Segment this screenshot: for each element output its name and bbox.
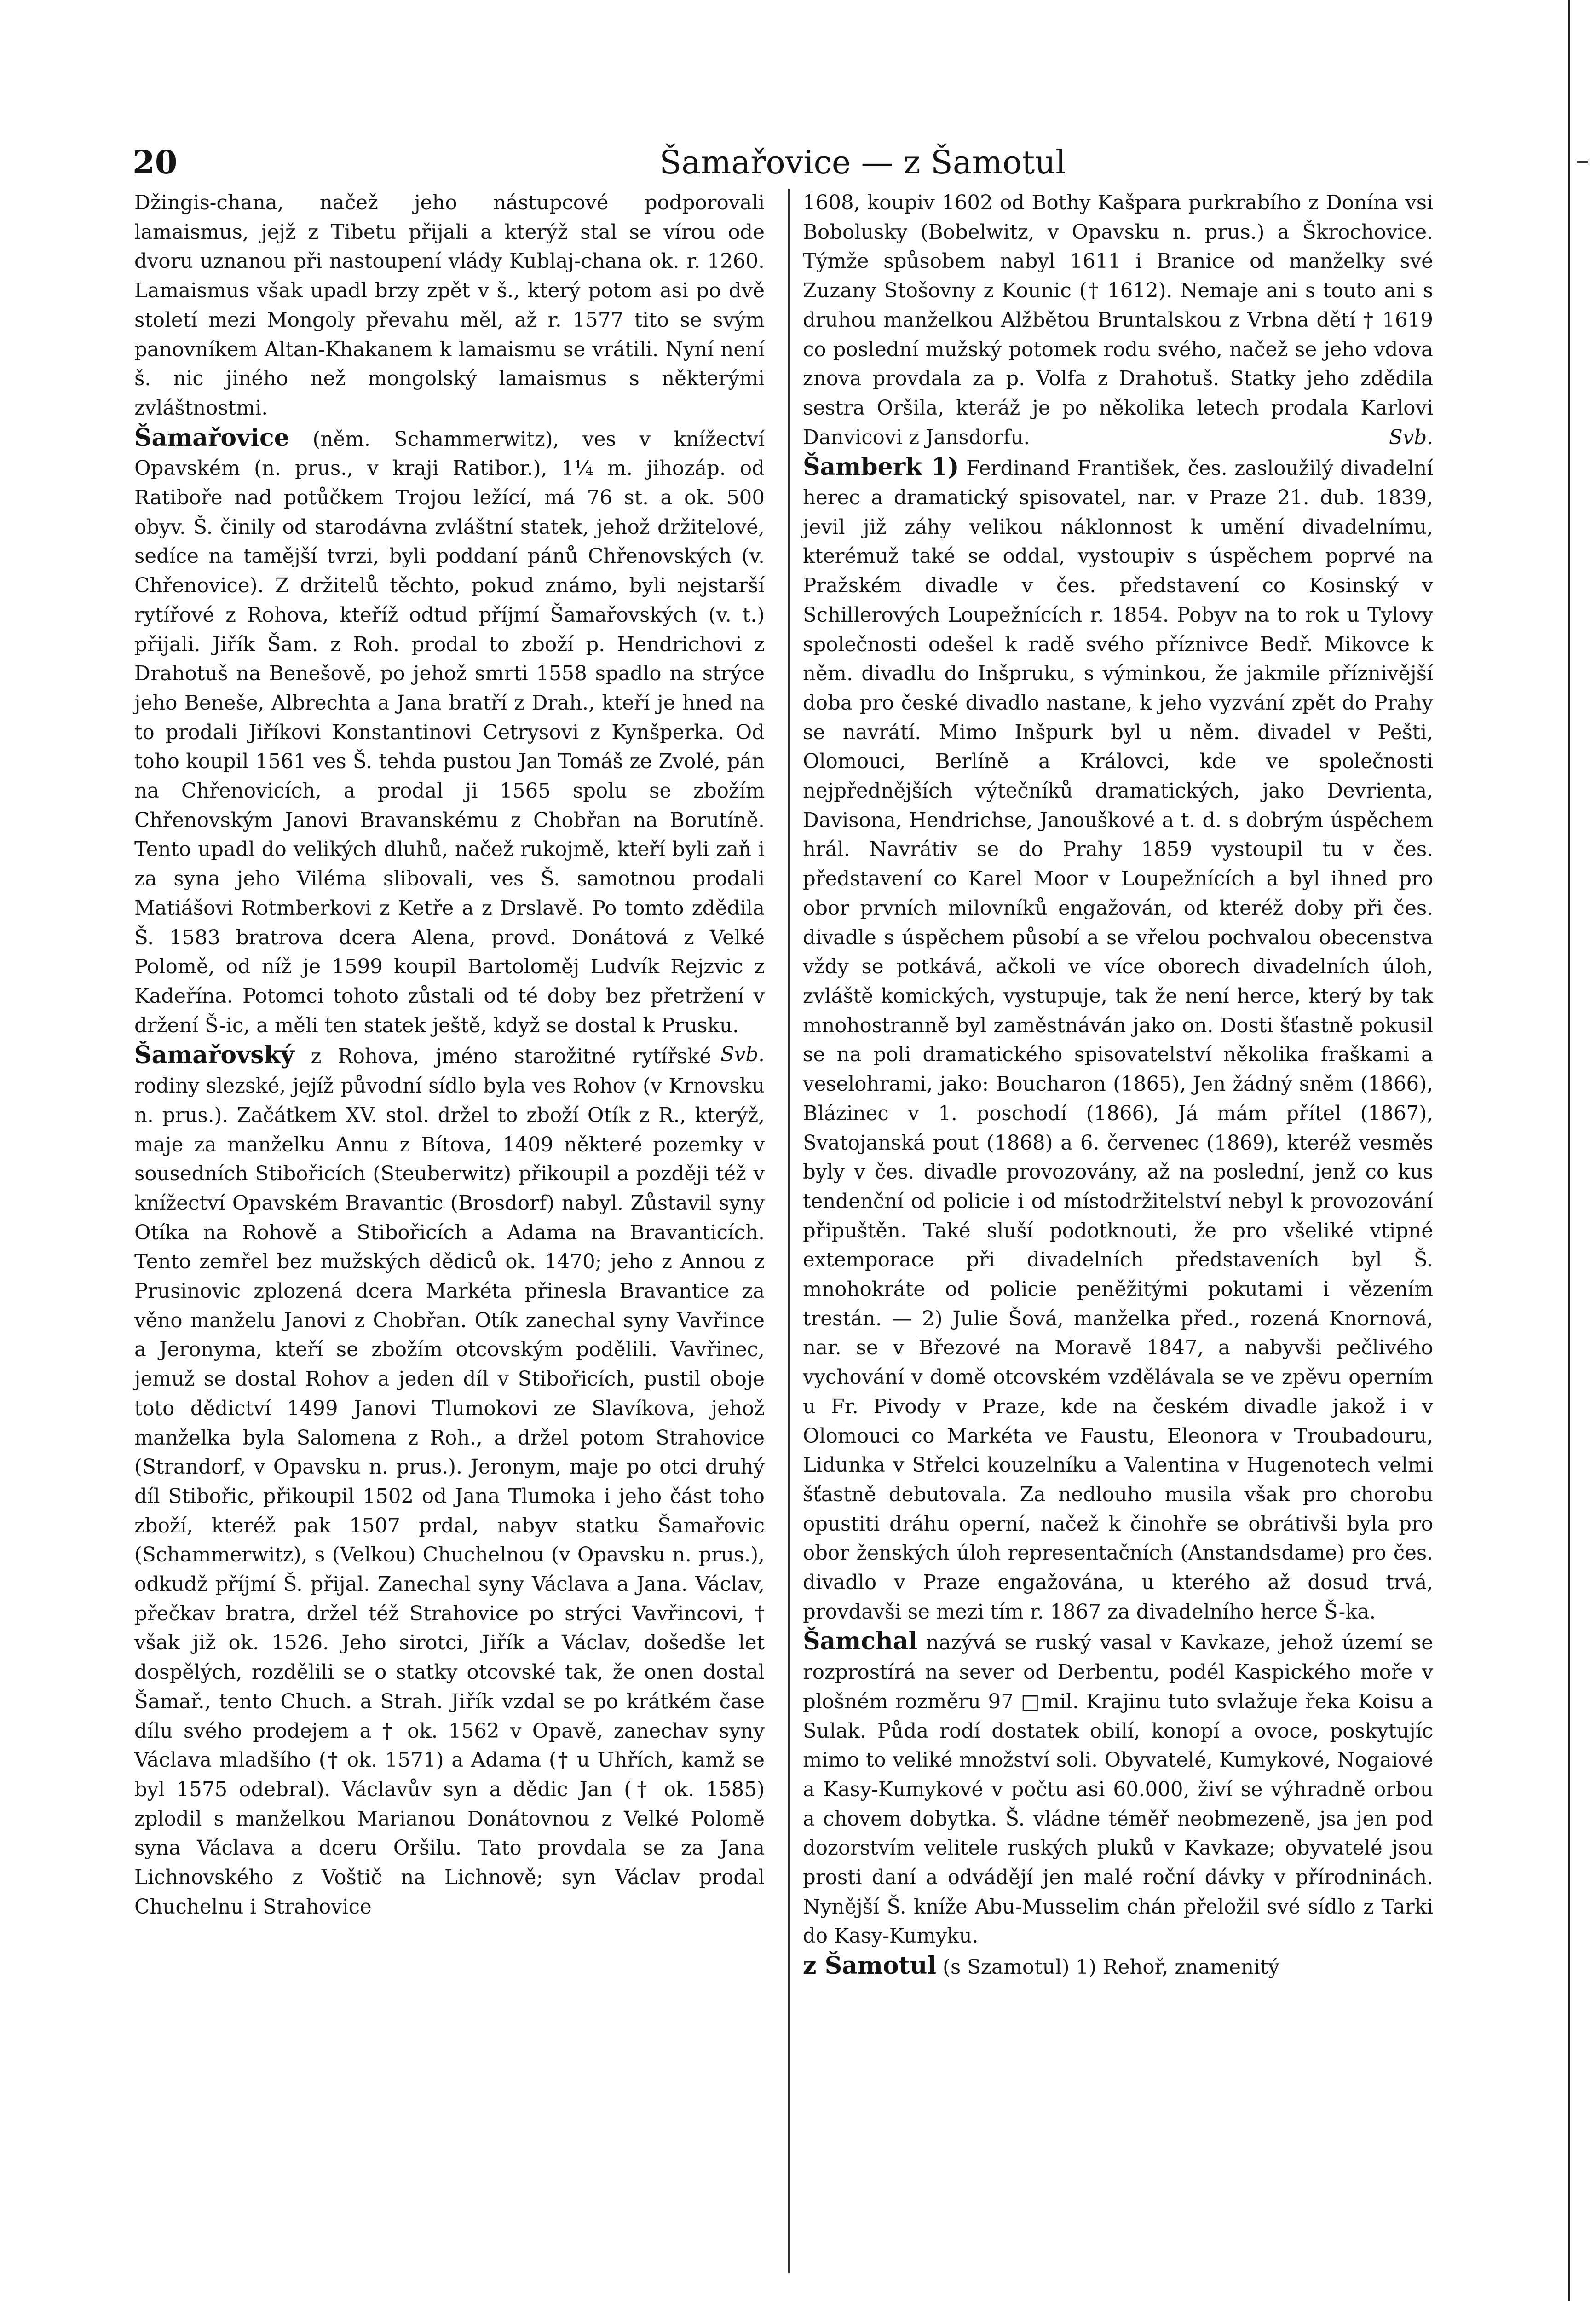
right-column — [803, 189, 1433, 1983]
entry-text: 1608, koupiv 1602 od Bothy Kašpara purkrabího z Donína vsi Bobolusky (Bobelwitz, v Opavsku n. prus.) a Škrochovice. Týmže spůsobem nabyl 1611 i Branice od manželky své Zuzany Stošovny z Kounic († 1612). Nemaje ani s touto ani s druhou manželkou Alžbětou Bruntalskou z Vrbna dětí † 1619 co poslední mužský potomek rodu svého, načež se jeho vdova znova provdala za p. Volfa z Drahotuš. Statky jeho zdědila sestra Oršila, kteráž je po několika letech prodala Karlovi Danvicovi z Jansdorfu. — [803, 191, 1433, 449]
edge-mark — [1577, 161, 1588, 172]
entry-headword: Šamařovice — [134, 423, 289, 452]
author-signature: Svb. — [1389, 426, 1433, 449]
entry-headword: Šamberk 1) — [803, 453, 959, 481]
page-number: 20 — [133, 143, 178, 181]
entry-samarovice — [134, 423, 765, 1067]
column-divider — [788, 189, 790, 2273]
entry-samberk — [803, 452, 1433, 1627]
entry-samarovsky — [134, 1041, 765, 1922]
entry-text: z Rohova, jméno starožitné rytířské rodiny slezské, jejíž původní sídlo byla ves Rohov (v Krnovsku n. prus.). Začátkem XV. stol. držel to zboží Otík z R., kterýž, maje za manželku Annu z Bítova, 1409 některé pozemky v sousedních Stibořicích (Steuberwitz) přikoupil a později též v knížectví Opavském Bravantic (Brosdorf) nabyl. Zůstavil syny Otíka na Rohově a Stibořicích a Adama na Bravanticích. Tento zemřel bez mužských dědiců ok. 1470; jeho z Annou z Prusinovic zplozená dcera Markéta přinesla Bravantice za věno manželu Janovi z Chobřan. Otík zanechal syny Vavřince a Jeronyma, kteří se zbožím otcovským podělili. Vavřinec, jemuž se dostal Rohov a jeden díl v Stibořicích, pustil oboje toto dědictví 1499 Janovi Tlumokovi ze Slavíkova, jehož manželka byla Salomena z Roh., a držel potom Strahovice (Strandorf, v Opavsku n. prus.). Jeronym, maje po otci druhý díl Stibořic, přikoupil 1502 od Jana Tlumoka i jeho část toho zboží, kteréž pak 1507 prdal, nabyv statku Šamařovic (Schammerwitz), s (Velkou) Chuchelnou (v Opavsku n. prus.), odkudž příjmí Š. přijal. Zanechal syny Václava a Jana. Václav, přečkav bratra, držel též Strahovice po strýci Vavřincovi, † však již ok. 1526. Jeho sirotci, Jiřík a Václav, došedše let dospělých, rozdělili se o statky otcovské tak, že onen dostal Šamař., tento Chuch. a Strah. Jiřík vzdal se po krátkém čase dílu svého prodejem a † ok. 1562 v Opavě, zanechav syny Václava mladšího († ok. 1571) a Adama († u Uhřích, kamž se byl 1575 odebral). Václavův syn a dědic Jan († ok. 1585) zplodil s manželkou Marianou Donátovnou z Velké Polomě syna Václava a dceru Oršilu. Tato provdala se za Jana Lichnovského z Voštič na Lichnově; syn Václav prodal Chuchelnu i Strahovice — [134, 1045, 765, 1919]
entry-text: (s Szamotul) 1) Rehoř, znamenitý — [943, 1956, 1280, 1979]
page-header — [129, 137, 1454, 188]
entry-continuation — [803, 189, 1433, 452]
entry-text: Ferdinand František, čes. zasloužilý divadelní herec a dramatický spisovatel, nar. v Praze 21. dub. 1839, jevil již záhy velikou náklonnost k umění divadelnímu, kterémuž také se oddal, vystoupiv s úspěchem poprvé na Pražském divadle v čes. představení co Kosinský v Schillerových Loupežnících r. 1854. Pobyv na to rok u Tylovy společnosti odešel k radě svého příznivce Bedř. Mikovce k něm. divadlu do Inšpruku, s výminkou, že jakmile příznivější doba pro české divadlo nastane, k jeho vyzvání zpět do Prahy se navrátí. Mimo Inšpurk byl u něm. divadel v Pešti, Olomouci, Berlíně a Královci, kde ve společnosti nejpřednějších výtečníků dramatických, jako Devrienta, Davisona, Hendrichse, Janouškové a t. d. s dobrým úspěchem hrál. Navrátiv se do Prahy 1859 vystoupil tu v čes. představení co Karel Moor v Loupežnících a byl ihned pro obor prvních milovníků engažován, od kteréž doby při čes. divadle s úspěchem působí a se vřelou pochvalou obecenstva vždy se potkává, ačkoli ve více oborech divadelních úloh, zvláště komických, vystupuje, tak že není herce, který by tak mnohostranně byl zaměstnáván jako on. Dosti šťastně pokusil se na poli dramatického spisovatelství několika fraškami a veselohrami, jako: Boucharon (1865), Jen žádný sněm (1866), Blázinec v 1. poschodí (1866), Já mám přítel (1867), Svatojanská pout (1868) a 6. červenec (1869), kteréž vesměs byly v čes. divadle provozovány, až na poslední, jenž co kus tendenční od policie i od místodržitelství nebyl k provozování připuštěn. Také sluší podotknouti, že pro všeliké vtipné extemporace při divadelních představeních byl Š. mnohokráte od policie peněžitými pokutami i vězením trestán. — 2) Julie Šová, manželka před., rozená Knornová, nar. se v Březové na Moravě 1847, a nabyvši pečlivého vychování v domě otcovském vzdělávala se ve zpěvu operním u Fr. Pivody v Praze, kde na českém divadle jakož i v Olomouci co Markéta ve Faustu, Eleonora v Troubadouru, Lidunka v Střelci kouzelníku a Valentina v Hugenotech velmi šťastně debutovala. Za nedlouho musila však pro chorobu opustiti dráhu operní, načež k činohře se obrátivši byla pro obor ženských úloh representačních (Anstandsdame) pro čes. divadlo v Praze engažována, u kterého až dosud trvá, provdavši se mezi tím r. 1867 za divadelního herce Š-ka. — [803, 457, 1434, 1624]
running-title: Šamařovice — z Šamotul — [659, 144, 1066, 181]
entry-text: Džingis-chana, načež jeho nástupcové podporovali lamaismus, jejž z Tibetu přijali a kterýž stal se vírou ode dvoru uznanou při nastoupení vlády Kublaj-chana ok. r. 1260. Lamaismus však upadl brzy zpět v š., který potom asi po dvě století mezi Mongoly převahu měl, až r. 1577 tito se svým panovníkem Altan-Khakanem k lamaismu se vrátili. Nyní není š. nic jiného než mongolský lamaismus s některými zvláštnostmi. — [134, 191, 765, 420]
entry-text: (něm. Schammerwitz), ves v knížectví Opavském (n. prus., v kraji Ratibor.), 1¼ m. jihozáp. od Ratiboře nad potůčkem Trojou ležící, má 76 st. a ok. 500 obyv. Š. činily od starodávna zvláštní statek, jehož držitelové, sedíce na tamější tvrzi, byli poddaní pánů Chřenovských (v. Chřenovice). Z držitelů těchto, pokud známo, byli nejstarší rytířové z Rohova, kteříž odtud příjmí Šamařovských (v. t.) přijali. Jiřík Šam. z Roh. prodal to zboží p. Hendrichovi z Drahotuš na Benešově, po jehož smrti 1558 spadlo na strýce jeho Beneše, Albrechta a Jana bratří z Drah., kteří je hned na to prodali Jiříkovi Konstantinovi Cetrysovi z Kynšperka. Od toho koupil 1561 ves Š. tehda pustou Jan Tomáš ze Zvolé, pán na Chřenovicích, a prodal ji 1565 spolu se zbožím Chřenovským Janovi Bravanskému z Chobřan na Borutíně. Tento upadl do velikých dluhů, načež rukojmě, kteří byli zaň i za syna jeho Viléma slibovali, ves Š. samotnou prodali Matiášovi Rotmberkovi z Ketře a z Drslavě. Po tomto zdědila Š. 1583 bratrova dcera Alena, provd. Donátová z Velké Polomě, od níž je 1599 koupil Bartoloměj Ludvík Rejzvic z Kadeřína. Potomci tohoto zůstali od té doby bez přetržení v držení Š-ic, a měli ten statek ještě, když se dostal k Prusku. — [134, 428, 765, 1037]
author-signature: Svb. — [720, 1043, 765, 1067]
entry-samotul — [803, 1951, 1433, 1983]
entry-headword: Šamařovský — [134, 1041, 294, 1070]
page-edge — [1568, 0, 1570, 2301]
entry-headword: Šamchal — [803, 1627, 918, 1656]
entry-samchal — [803, 1627, 1433, 1951]
entry-text: nazývá se ruský vasal v Kavkaze, jehož území se rozprostírá na sever od Derbentu, podél Kaspického moře v plošném rozměru 97 □mil. Krajinu tuto svlažuje řeka Koisu a Sulak. Půda rodí dostatek obilí, konopí a ovoce, poskytujíc mimo to veliké množství soli. Obyvatelé, Kumykové, Nogaiové a Kasy-Kumykové v počtu asi 60.000, živí se výhradně orbou a chovem dobytka. Š. vládne téměř neobmezeně, jsa jen pod dozorstvím velitele ruských pluků v Kavkaze; obyvatelé jsou prosti daní a odvádějí jen malé roční dávky v přírodninách. Nynější Š. kníže Abu-Musselim chán přeložil své sídlo z Tarki do Kasy-Kumyku. — [803, 1631, 1433, 1948]
entry-continuation — [134, 189, 765, 423]
entry-headword: z Šamotul — [803, 1952, 937, 1980]
left-column — [134, 189, 765, 1922]
